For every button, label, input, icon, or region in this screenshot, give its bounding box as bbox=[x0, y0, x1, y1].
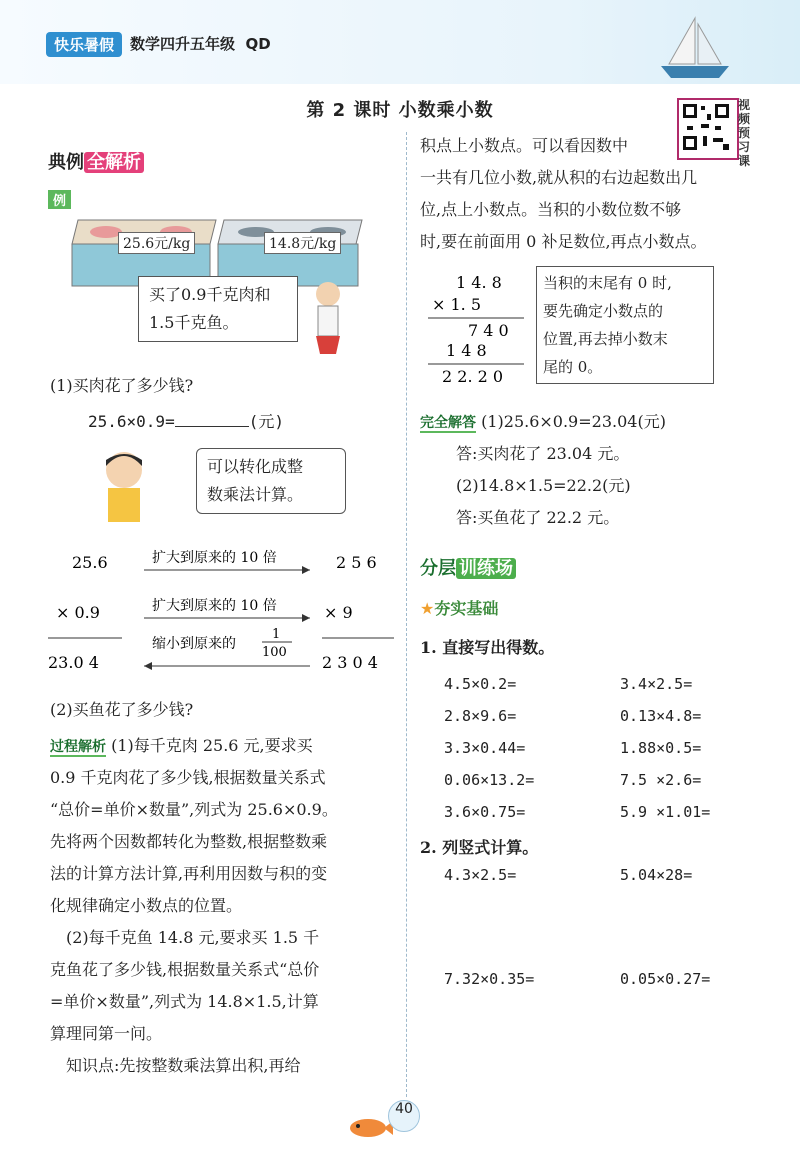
arrow-1-head bbox=[302, 566, 310, 574]
cont-line-1: 一共有几位小数,就从积的右边起数出几 bbox=[420, 168, 698, 187]
column-divider bbox=[406, 132, 407, 1097]
ex2-item[interactable]: 5.04×28= bbox=[620, 866, 693, 884]
analysis-line-9: 算理同第一问。 bbox=[50, 1024, 163, 1043]
ex1-row bbox=[444, 796, 784, 828]
arrow-label-1: 扩大到原来的 10 倍 bbox=[152, 550, 277, 566]
ex1-item[interactable]: 4.5×0.2= bbox=[444, 675, 517, 693]
answer-line-1: 答:买肉花了 23.04 元。 bbox=[456, 444, 630, 463]
practice-b: 训练场 bbox=[456, 558, 516, 579]
calc-a-left: 25.6 bbox=[72, 553, 108, 572]
analysis-line-5: 化规律确定小数点的位置。 bbox=[50, 896, 243, 915]
vert-row-4: 1 4 8 bbox=[446, 341, 487, 360]
frac-numerator: 1 bbox=[272, 627, 281, 642]
analysis-line-10: 知识点:先按整数乘法算出积,再给 bbox=[50, 1056, 301, 1075]
ex1-item[interactable]: 5.9 ×1.01= bbox=[620, 803, 711, 821]
answer-tag: 完全解答 bbox=[420, 415, 476, 431]
answer-line-0: (1)25.6×0.9=23.04(元) bbox=[481, 412, 666, 431]
arrow-2-head bbox=[302, 614, 310, 622]
cont-line-0: 积点上小数点。可以看因数中 bbox=[420, 136, 629, 155]
section-title-b: 全解析 bbox=[84, 152, 144, 173]
analysis-tag: 过程解析 bbox=[50, 739, 106, 755]
qr-label: 视频预习课 bbox=[738, 98, 751, 168]
arrow-3-head bbox=[144, 662, 152, 670]
analysis-line-0: (1)每千克肉 25.6 元,要求买 bbox=[111, 736, 313, 755]
q1-formula bbox=[88, 406, 284, 438]
price-tag-meat: 25.6元/kg bbox=[118, 232, 195, 254]
example-tag: 例 bbox=[48, 190, 71, 209]
note-box bbox=[536, 266, 714, 384]
exercise-1-title: 1. 直接写出得数。 bbox=[420, 638, 555, 657]
vert-row-5: 2 2. 2 0 bbox=[442, 367, 504, 386]
boy-bubble-line2: 数乘法计算。 bbox=[207, 485, 304, 504]
ex1-item[interactable]: 3.3×0.44= bbox=[444, 739, 526, 757]
practice-a: 分层 bbox=[420, 558, 456, 579]
fish-decoration-icon bbox=[346, 1112, 394, 1142]
ex2-row-1 bbox=[444, 866, 784, 884]
analysis-block bbox=[50, 730, 394, 1082]
vert-row-3: 7 4 0 bbox=[468, 321, 509, 340]
note-line-1: 要先确定小数点的 bbox=[543, 302, 664, 320]
star-icon: ★ bbox=[420, 599, 435, 618]
edition: QD bbox=[245, 35, 271, 53]
answer-line-2: (2)14.8×1.5=22.2(元) bbox=[456, 476, 631, 495]
frac-denominator: 100 bbox=[262, 645, 287, 660]
analysis-line-7: 克鱼花了多少钱,根据数量关系式“总价 bbox=[50, 960, 320, 979]
continued-text bbox=[420, 130, 770, 258]
analysis-line-3: 先将两个因数都转化为整数,根据整数乘 bbox=[50, 832, 328, 851]
ex1-row bbox=[444, 668, 784, 700]
calc-b-left: × 0.9 bbox=[56, 603, 100, 622]
ex1-item[interactable]: 3.6×0.75= bbox=[444, 803, 526, 821]
lesson-title: 第 2 课时 小数乘小数 bbox=[306, 100, 494, 121]
practice-title bbox=[420, 554, 516, 580]
ex2-row-2 bbox=[444, 970, 784, 988]
calc-a-right: 2 5 6 bbox=[336, 553, 377, 572]
ex1-item[interactable]: 0.13×4.8= bbox=[620, 707, 702, 725]
cont-line-2: 位,点上小数点。当积的小数位数不够 bbox=[420, 200, 682, 219]
analysis-line-2: “总价=单价×数量”,列式为 25.6×0.9。 bbox=[50, 800, 338, 819]
section-title-example bbox=[48, 148, 144, 174]
ex1-row bbox=[444, 732, 784, 764]
vert-row-1: 1 4. 8 bbox=[456, 273, 502, 292]
note-line-2: 位置,再去掉小数末 bbox=[543, 330, 668, 348]
ex1-item[interactable]: 1.88×0.5= bbox=[620, 739, 702, 757]
conversion-diagram bbox=[40, 544, 400, 674]
boy-illustration bbox=[94, 448, 154, 528]
section-title-a: 典例 bbox=[48, 152, 84, 173]
arrow-label-3: 缩小到原来的 bbox=[152, 636, 236, 652]
q1-formula-text: 25.6×0.9= bbox=[88, 412, 175, 431]
price-tag-fish: 14.8元/kg bbox=[264, 232, 341, 254]
ex2-item[interactable]: 7.32×0.35= bbox=[444, 970, 535, 988]
boy-speech-bubble bbox=[196, 448, 346, 514]
ex1-item[interactable]: 7.5 ×2.6= bbox=[620, 771, 702, 789]
answer-line-3: 答:买鱼花了 22.2 元。 bbox=[456, 508, 620, 527]
page-number: 40 bbox=[388, 1100, 420, 1132]
ex2-item[interactable]: 0.05×0.27= bbox=[620, 970, 711, 988]
note-line-3: 尾的 0。 bbox=[543, 358, 603, 376]
calc-r-right: 2 3 0 4 bbox=[322, 653, 378, 672]
analysis-line-1: 0.9 千克肉花了多少钱,根据数量关系式 bbox=[50, 768, 326, 787]
question-2: (2)买鱼花了多少钱? bbox=[50, 700, 194, 719]
girl-bubble-line1: 买了0.9千克肉和 bbox=[149, 285, 271, 304]
ex1-item[interactable]: 3.4×2.5= bbox=[620, 675, 693, 693]
ex1-row bbox=[444, 764, 784, 796]
book-name: 数学四升五年级 bbox=[130, 35, 236, 53]
ex1-row bbox=[444, 700, 784, 732]
sailboat-illustration bbox=[655, 14, 735, 82]
boy-bubble-line1: 可以转化成整 bbox=[207, 457, 304, 476]
girl-bubble-line2: 1.5千克鱼。 bbox=[149, 313, 239, 332]
basic-heading bbox=[420, 596, 498, 619]
note-line-0: 当积的末尾有 0 时, bbox=[543, 274, 672, 292]
exercise-1-grid bbox=[444, 668, 784, 828]
ex1-item[interactable]: 2.8×9.6= bbox=[444, 707, 517, 725]
calc-b-right: × 9 bbox=[324, 603, 353, 622]
question-1: (1)买肉花了多少钱? bbox=[50, 376, 194, 395]
q1-unit: (元) bbox=[248, 412, 284, 431]
q1-blank[interactable] bbox=[175, 406, 249, 427]
analysis-line-8: =单价×数量”,列式为 14.8×1.5,计算 bbox=[50, 992, 319, 1011]
answer-block bbox=[420, 406, 780, 534]
analysis-line-6: (2)每千克鱼 14.8 元,要求买 1.5 千 bbox=[50, 928, 320, 947]
arrow-label-2: 扩大到原来的 10 倍 bbox=[152, 598, 277, 614]
series-badge: 快乐暑假 bbox=[46, 32, 122, 57]
book-title bbox=[130, 33, 271, 54]
ex2-item[interactable]: 4.3×2.5= bbox=[444, 866, 517, 884]
vertical-multiplication bbox=[420, 268, 540, 388]
vert-row-2: × 1. 5 bbox=[432, 295, 482, 314]
girl-speech-bubble bbox=[138, 276, 298, 342]
analysis-line-4: 法的计算方法计算,再利用因数与积的变 bbox=[50, 864, 328, 883]
calc-r-left: 23.0 4 bbox=[48, 653, 99, 672]
basic-label: 夯实基础 bbox=[434, 599, 499, 618]
exercise-2-title: 2. 列竖式计算。 bbox=[420, 838, 539, 857]
ex1-item[interactable]: 0.06×13.2= bbox=[444, 771, 535, 789]
cont-line-3: 时,要在前面用 0 补足数位,再点小数点。 bbox=[420, 232, 707, 251]
